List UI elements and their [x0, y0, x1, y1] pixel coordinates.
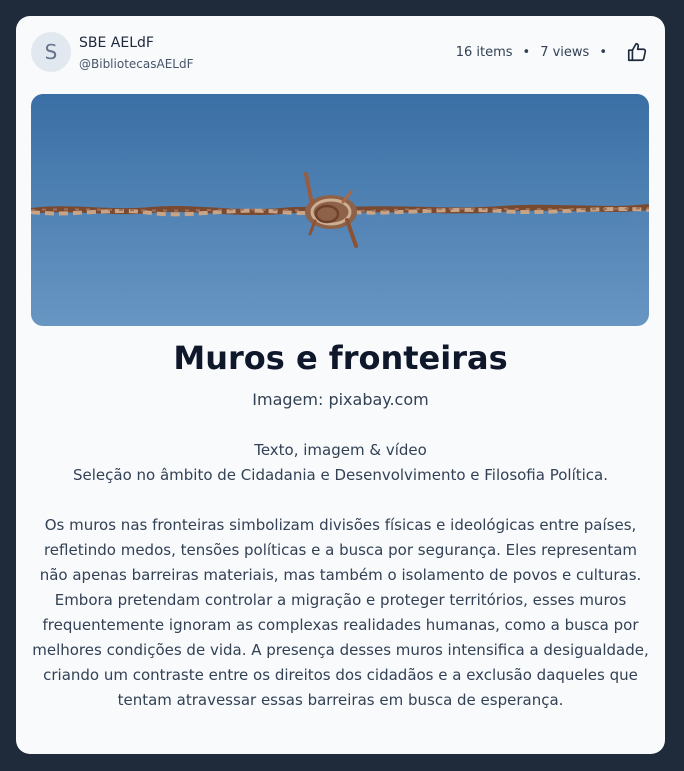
description [32, 438, 649, 713]
like-button[interactable] [625, 40, 649, 64]
thumbs-up-icon [626, 41, 648, 63]
separator-dot: • [599, 44, 607, 60]
author-name[interactable]: SBE AELdF [79, 35, 154, 51]
barbed-wire-image [31, 94, 649, 326]
body-text: Os muros nas fronteiras simbolizam divisões físicas e ideológicas entre países, refletindo medos, tensões políticas e a busca por segurança. Eles representam não apenas barreiras materiais, mas também o isolamento de povos e culturas. Embora pretendam controlar a migração e proteger territórios, esses muros frequentemente ignoram as complexas realidades humanas, como a busca por melhores condições de vida. A presença desses muros intensifica a desigualdade, criando um contraste entre os direitos dos cidadãos e a exclusão daqueles que tentam atravessar essas barreiras em busca de esperança. [32, 516, 649, 709]
image-credit: Imagem: pixabay.com [252, 390, 429, 409]
stats-bar [456, 40, 649, 64]
separator-dot: • [522, 44, 531, 60]
avatar-letter: S [44, 40, 58, 64]
avatar[interactable] [31, 32, 71, 72]
view-count: 7 views [540, 44, 590, 60]
collection-card [16, 16, 665, 754]
page-title: Muros e fronteiras [173, 339, 508, 377]
spacer [32, 488, 649, 513]
content-type: Texto, imagem & vídeo [254, 441, 427, 459]
item-count: 16 items [455, 44, 513, 60]
author-handle[interactable]: @BibliotecasAELdF [79, 57, 194, 71]
hero-image [31, 94, 649, 326]
card-header [31, 32, 649, 76]
selection-note: Seleção no âmbito de Cidadania e Desenvolvimento e Filosofia Política. [72, 466, 608, 484]
author-info [79, 34, 193, 72]
